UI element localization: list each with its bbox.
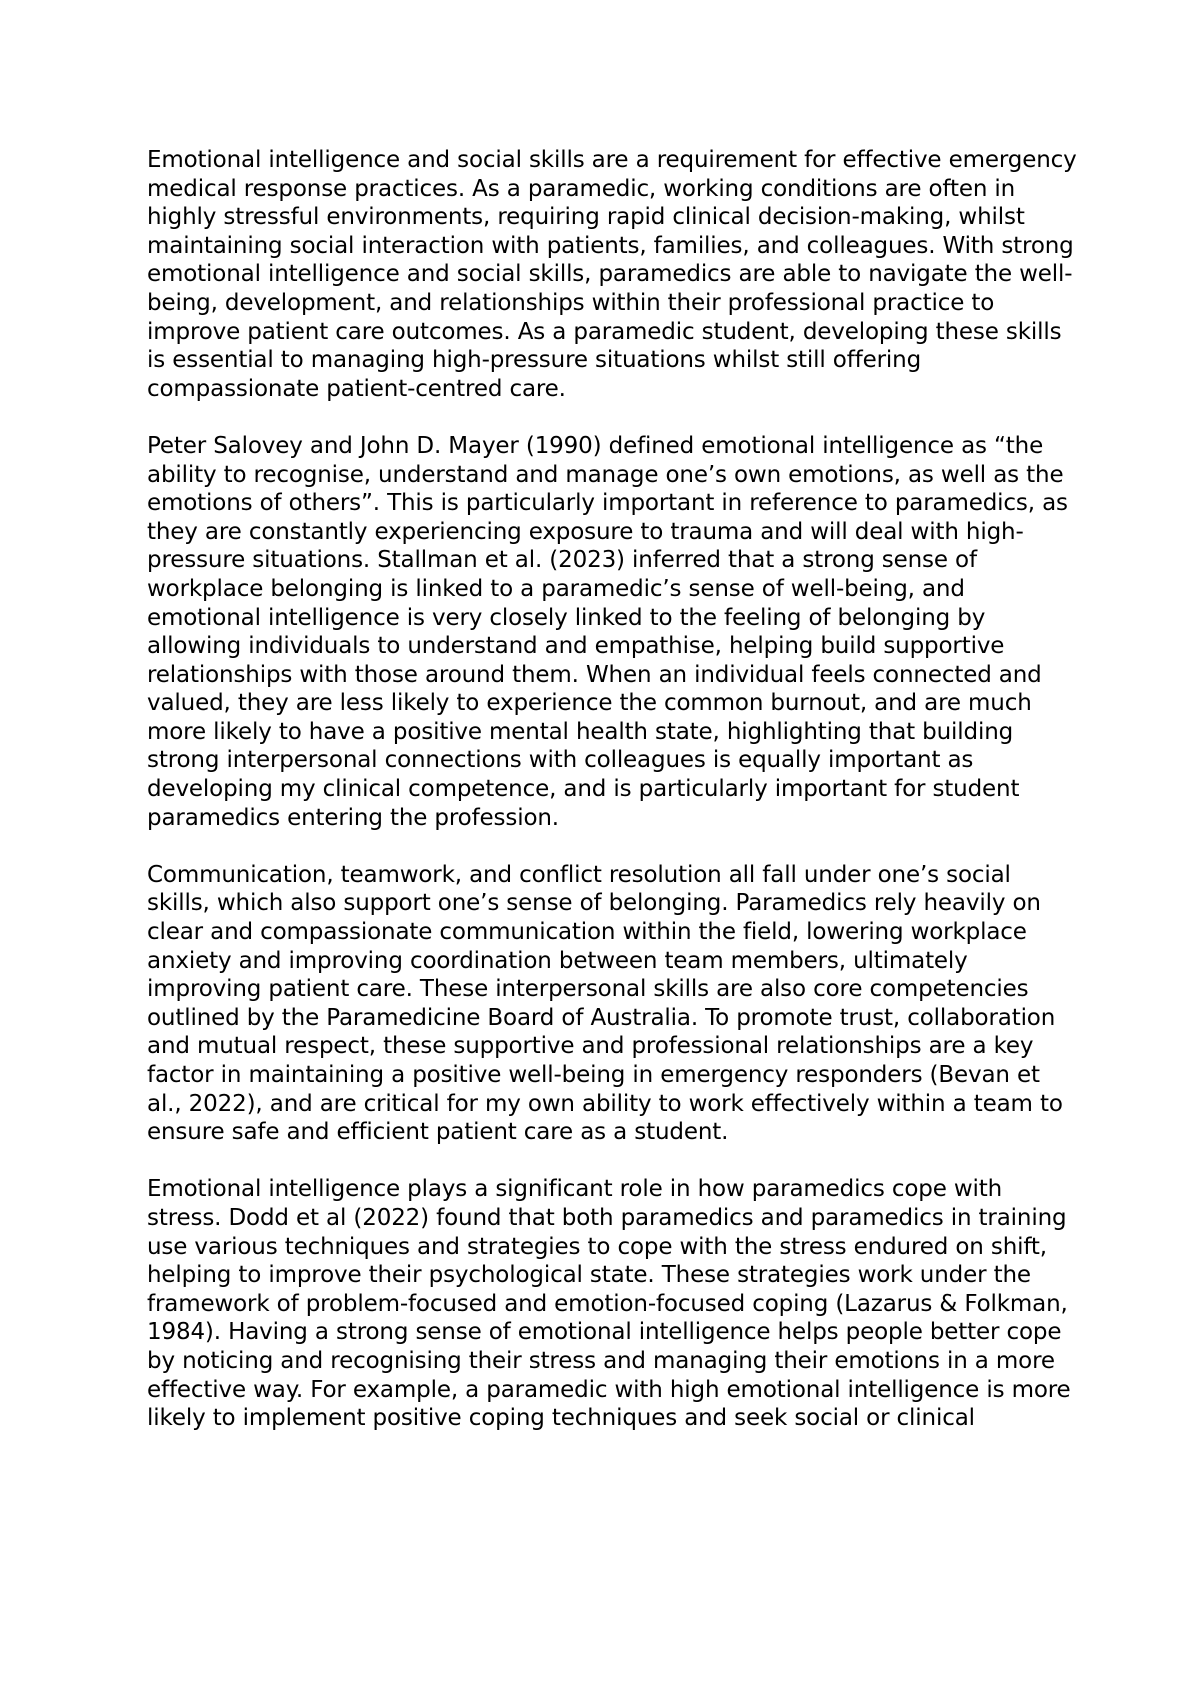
- paragraph-4: Emotional intelligence plays a significant role in how paramedics cope with stress. Dodd et al (2022) found that both paramedics and paramedics in training use various techniques and strategies to cope with the stress endured on shift, helping to improve their psychological state. These strategies work under the framework of problem-focused and emotion-focused coping (Lazarus & Folkman, 1984). Having a strong sense of emotional intelligence helps people better cope by noticing and recognising their stress and managing their emotions in a more effective way. For example, a paramedic with high emotional intelligence is more likely to implement positive coping techniques and seek social or clinical: [147, 1176, 1071, 1432]
- paragraph-3: Communication, teamwork, and conflict resolution all fall under one’s social skills, which also support one’s sense of belonging. Paramedics rely heavily on clear and compassionate communication within the field, lowering workplace anxiety and improving coordination between team members, ultimately improving patient care. These interpersonal skills are also core competencies outlined by the Paramedicine Board of Australia. To promote trust, collaboration and mutual respect, these supportive and professional relationships are a key factor in maintaining a positive well-being in emergency responders (Bevan et al., 2022), and are critical for my own ability to work effectively within a team to ensure safe and efficient patient care as a student.: [147, 861, 1063, 1146]
- paragraph-2: Peter Salovey and John D. Mayer (1990) defined emotional intelligence as “the ability to recognise, understand and manage one’s own emotions, as well as the emotions of others”. This is particularly important in reference to paramedics, as they are constantly experiencing exposure to trauma and will deal with high-pressure situations. Stallman et al. (2023) inferred that a strong sense of workplace belonging is linked to a paramedic’s sense of well-being, and emotional intelligence is very closely linked to the feeling of belonging by allowing individuals to understand and empathise, helping build supportive relationships with those around them. When an individual feels connected and valued, they are less likely to experience the common burnout, and are much more likely to have a positive mental health state, highlighting that building strong interpersonal connections with colleagues is equally important as developing my clinical competence, and is particularly important for student paramedics entering the profession.: [147, 432, 1068, 831]
- document-body: [147, 146, 1077, 1433]
- paragraph-1: Emotional intelligence and social skills are a requirement for effective emergency medical response practices. As a paramedic, working conditions are often in highly stressful environments, requiring rapid clinical decision-making, whilst maintaining social interaction with patients, families, and colleagues. With strong emotional intelligence and social skills, paramedics are able to navigate the well-being, development, and relationships within their professional practice to improve patient care outcomes. As a paramedic student, developing these skills is essential to managing high-pressure situations whilst still offering compassionate patient-centred care.: [147, 147, 1077, 402]
